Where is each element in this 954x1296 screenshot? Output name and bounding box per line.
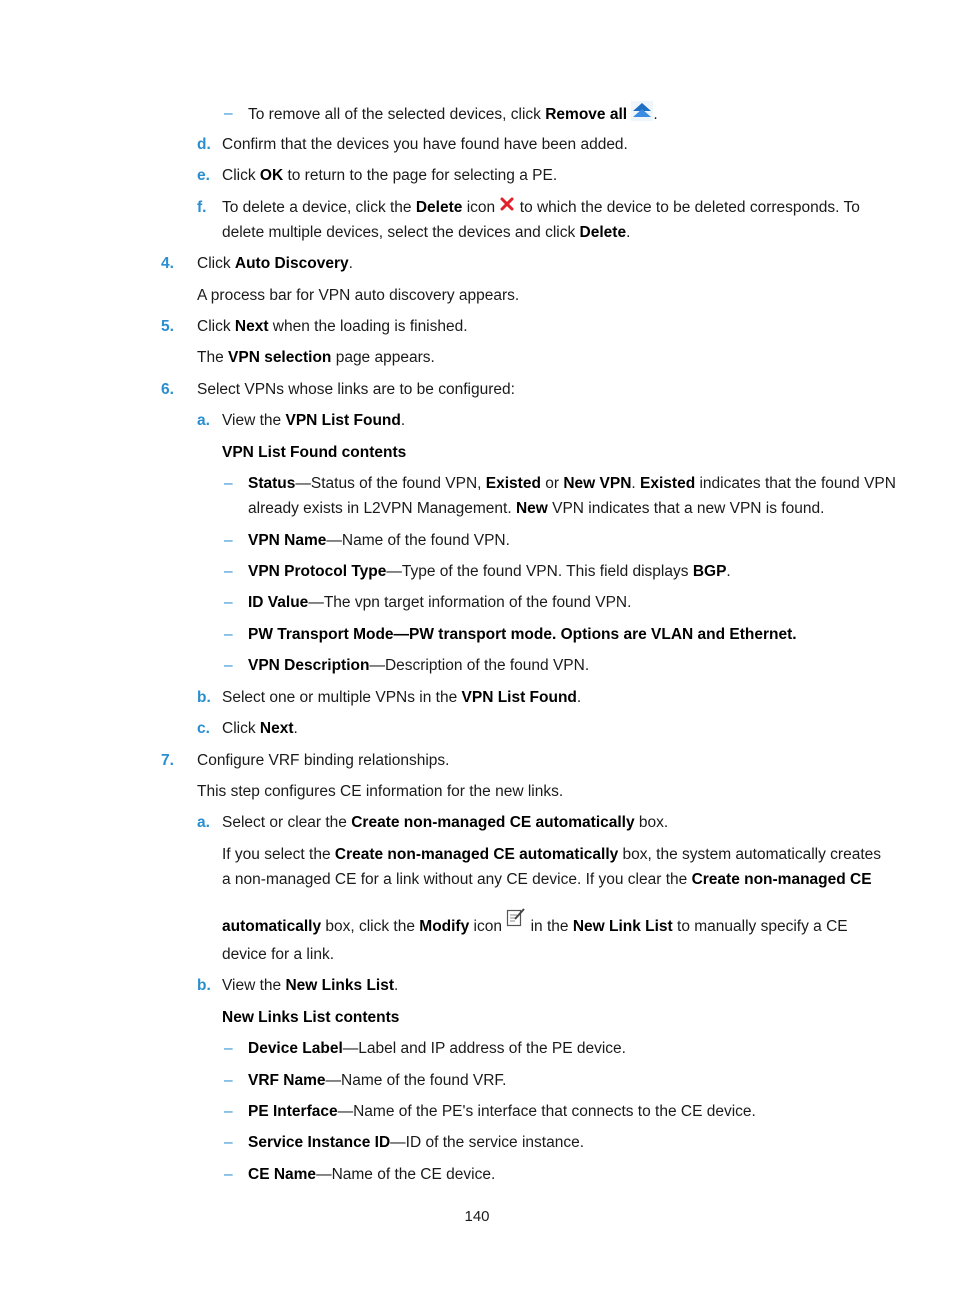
list-dash: – <box>224 563 233 580</box>
step-7b-text <box>222 973 398 998</box>
field-term: Device Label <box>248 1040 343 1057</box>
field-vpn-name <box>248 528 510 553</box>
text: . <box>293 720 298 737</box>
step-marker: b. <box>197 689 211 706</box>
text: . <box>576 689 582 706</box>
text: when the loading is finished. <box>268 318 468 335</box>
text: already exists in L2VPN Management. <box>248 500 516 517</box>
list-dash: – <box>224 1072 233 1089</box>
page-number: 140 <box>464 1208 490 1225</box>
links-contents-heading: New Links List contents <box>222 1009 400 1026</box>
text: . <box>726 563 731 580</box>
text: The <box>197 349 229 366</box>
text: box, click the <box>321 918 420 935</box>
step-7a-para-line4: device for a link. <box>222 946 334 963</box>
text: indicates that the found VPN <box>695 475 896 492</box>
step-marker: 7. <box>161 752 174 769</box>
field-term: CE Name <box>248 1166 317 1183</box>
field-vrf-name <box>248 1068 506 1093</box>
list-dash: – <box>224 1040 233 1057</box>
remove-all-icon <box>631 101 653 129</box>
remove-all-label: Remove all <box>545 106 628 124</box>
step-7-note: This step configures CE information for the new links. <box>197 783 564 800</box>
text: in the <box>526 918 573 935</box>
text: . <box>631 475 641 492</box>
term: Existed <box>640 475 696 492</box>
text: a non-managed CE for a link without any CE device. If you clear the <box>222 871 692 888</box>
text: Select one or multiple VPNs in the <box>222 689 462 706</box>
text: page appears. <box>331 349 435 366</box>
text: VPN indicates that a new VPN is found. <box>547 500 825 517</box>
delete-label: Delete <box>579 224 627 241</box>
text: Click <box>197 255 235 272</box>
text: —Description of the found VPN. <box>369 657 590 674</box>
step-6b-text <box>222 685 581 710</box>
step-4-note: A process bar for VPN auto discovery appears. <box>197 287 520 304</box>
field-term: PW Transport Mode—PW transport mode. Options are VLAN and Ethernet. <box>248 626 797 643</box>
text: If you select the <box>222 846 335 863</box>
vpn-list-found-label: VPN List Found <box>461 689 577 706</box>
field-term: VPN Name <box>248 532 327 549</box>
text: To remove all of the selected devices, click <box>248 106 546 124</box>
text: to manually specify a CE <box>672 918 848 935</box>
step-6c-text <box>222 716 298 741</box>
field-device-label <box>248 1036 626 1061</box>
text: —Name of the found VRF. <box>325 1072 507 1089</box>
text: —Type of the found VPN. This field displays <box>386 563 693 580</box>
text: —Status of the found VPN, <box>295 475 486 492</box>
remove-all-instruction <box>248 101 658 129</box>
text: delete multiple devices, select the devices and click <box>222 224 580 241</box>
field-service-instance <box>248 1130 584 1155</box>
step-d-text: Confirm that the devices you have found have been added. <box>222 136 628 153</box>
ok-label: OK <box>259 167 284 184</box>
text: Click <box>222 167 260 184</box>
step-marker: c. <box>197 720 210 737</box>
create-ce-label: Create non-managed CE automatically <box>351 814 635 831</box>
step-7-text: Configure VRF binding relationships. <box>197 752 450 769</box>
step-7a-text <box>222 810 668 835</box>
vpn-selection-label: VPN selection <box>228 349 332 366</box>
list-dash: – <box>224 532 233 549</box>
step-4-text <box>197 251 353 276</box>
text: —ID of the service instance. <box>390 1134 585 1151</box>
step-marker: d. <box>197 136 211 153</box>
text: —Name of the PE's interface that connects to the CE device. <box>337 1103 756 1120</box>
field-ce-name <box>248 1162 495 1187</box>
field-term: Status <box>248 475 296 492</box>
step-7a-para-line2 <box>222 867 872 892</box>
step-marker: 4. <box>161 255 174 272</box>
term: New <box>515 500 548 517</box>
create-ce-label: Create non-managed CE automatically <box>334 846 619 863</box>
text: —Label and IP address of the PE device. <box>342 1040 626 1057</box>
create-ce-label: Create non-managed CE <box>691 871 872 888</box>
text: to return to the page for selecting a PE. <box>283 167 558 184</box>
new-links-list-label: New Links List <box>285 977 395 994</box>
text: icon <box>469 918 507 935</box>
field-status-line2 <box>248 496 824 521</box>
text: . <box>653 106 658 124</box>
step-7a-para-line3 <box>222 907 848 939</box>
list-dash: – <box>224 105 233 122</box>
term: New VPN <box>563 475 632 492</box>
field-description <box>248 653 589 678</box>
step-marker: 6. <box>161 381 174 398</box>
step-5-note <box>197 345 435 370</box>
new-link-list-label: New Link List <box>572 918 673 935</box>
text: icon <box>462 199 500 216</box>
text: Click <box>222 720 260 737</box>
field-term: PE Interface <box>248 1103 338 1120</box>
modify-label: Modify <box>419 918 470 935</box>
list-dash: – <box>224 1103 233 1120</box>
delete-icon <box>499 195 515 220</box>
text: —Name of the CE device. <box>316 1166 496 1183</box>
field-term: VPN Protocol Type <box>248 563 387 580</box>
vpn-contents-heading: VPN List Found contents <box>222 444 407 461</box>
field-id-value <box>248 590 631 615</box>
text: or <box>540 475 564 492</box>
delete-label: Delete <box>415 199 463 216</box>
next-label: Next <box>234 318 269 335</box>
text: . <box>348 255 353 272</box>
field-pw-mode <box>248 622 797 647</box>
text: box. <box>634 814 669 831</box>
step-6-text: Select VPNs whose links are to be configured: <box>197 381 515 398</box>
step-e-text <box>222 163 557 188</box>
step-marker: e. <box>197 167 210 184</box>
list-dash: – <box>224 657 233 674</box>
list-dash: – <box>224 475 233 492</box>
text: Click <box>197 318 235 335</box>
list-dash: – <box>224 594 233 611</box>
next-label: Next <box>259 720 294 737</box>
field-pe-interface <box>248 1099 756 1124</box>
text: . <box>394 977 399 994</box>
step-marker: f. <box>197 199 207 216</box>
modify-icon <box>506 907 526 935</box>
field-term: Service Instance ID <box>248 1134 391 1151</box>
step-marker: a. <box>197 814 210 831</box>
step-marker: 5. <box>161 318 174 335</box>
field-term: ID Value <box>248 594 309 611</box>
list-dash: – <box>224 1134 233 1151</box>
list-dash: – <box>224 626 233 643</box>
step-5-text <box>197 314 468 339</box>
step-f-text-line2 <box>222 220 630 245</box>
field-protocol <box>248 559 731 584</box>
step-7a-para-line1 <box>222 842 881 867</box>
text: . <box>626 224 631 241</box>
text: To delete a device, click the <box>222 199 416 216</box>
step-f-text <box>222 195 860 220</box>
text: View the <box>222 977 286 994</box>
field-status <box>248 471 896 496</box>
step-marker: b. <box>197 977 211 994</box>
text: to which the device to be deleted corresponds. To <box>515 199 860 216</box>
term: automatically <box>222 918 322 935</box>
list-dash: – <box>224 1166 233 1183</box>
text: —The vpn target information of the found VPN. <box>308 594 632 611</box>
text: . <box>400 412 406 429</box>
text: —Name of the found VPN. <box>326 532 510 549</box>
auto-discovery-label: Auto Discovery <box>234 255 349 272</box>
field-term: VPN Description <box>248 657 370 674</box>
text: View the <box>222 412 286 429</box>
vpn-list-found-label: VPN List Found <box>285 412 401 429</box>
text: box, the system automatically creates <box>618 846 882 863</box>
step-6a-text <box>222 408 405 433</box>
term: BGP <box>692 563 727 580</box>
step-marker: a. <box>197 412 210 429</box>
field-term: VRF Name <box>248 1072 326 1089</box>
term: Existed <box>485 475 541 492</box>
text: Select or clear the <box>222 814 352 831</box>
